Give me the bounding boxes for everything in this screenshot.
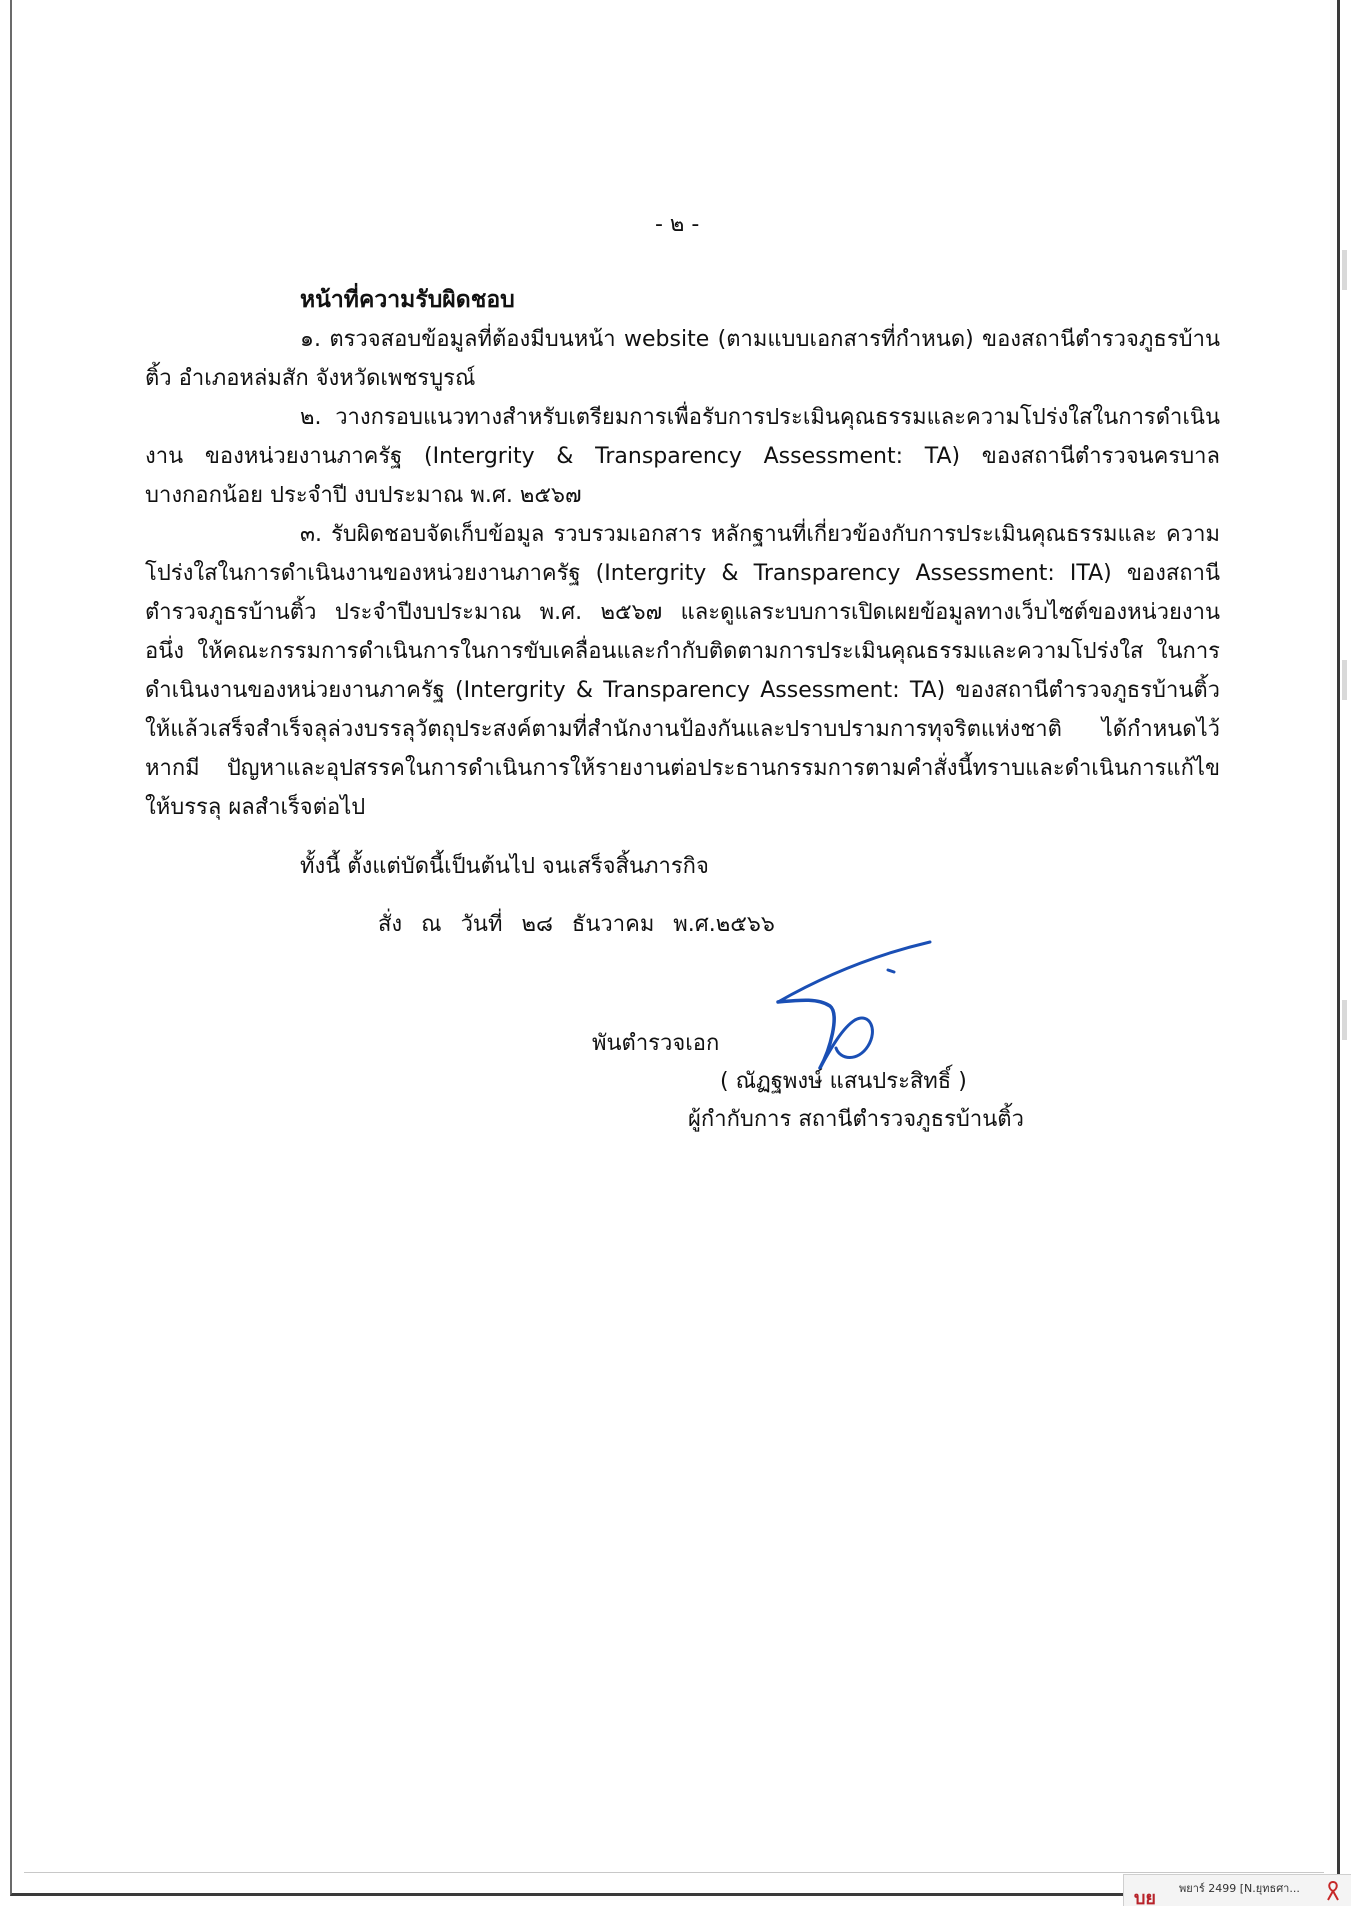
page-edge-mark — [1342, 250, 1347, 290]
order-date: สั่ง ณ วันที่ ๒๘ ธันวาคม พ.ศ.๒๕๖๖ — [378, 912, 775, 937]
duty-paragraph-3: ๓. รับผิดชอบจัดเก็บข้อมูล รวบรวมเอกสาร หลักฐานที่เกี่ยวข้องกับการประเมินคุณธรรมและ ความโปร่งใสในการดำเนินงานของหน่วยงานภาครัฐ (Intergrity & Transparency Assessment: ITA) ของสถานี ตำรวจภูธรบ้านติ้ว ประจำปีงบประมาณ พ.ศ. ๒๕๖๗ และดูแลระบบการเปิดเผยข้อมูลทางเว็บไซต์ของหน่วยงาน อนึ่ง ให้คณะกรรมการดำเนินการในการขับเคลื่อนและกำกับติดตามการประเมินคุณธรรมและความโปร่งใส ในการ ดำเนินงานของหน่วยงานภาครัฐ (Intergrity & Transparency Assessment: TA) ของสถานีตำรวจภูธรบ้านติ้ว ให้แล้วเสร็จสำเร็จลุล่วงบรรลุวัตถุประสงค์ตามที่สำนักงานป้องกันและปราบปรามการทุจริตแห่งชาติ ได้กำหนดไว้ หากมี ปัญหาและอุปสรรคในการดำเนินการให้รายงานต่อประธานกรรมการตามคำสั่งนี้ทราบและดำเนินการแก้ไขให้บรรลุ ผลสำเร็จต่อไป — [145, 522, 1220, 820]
document-page — [10, 0, 1340, 1896]
taskbar-logo: บย — [1134, 1888, 1156, 1909]
signer-name: ( ณัฏฐพงษ์ แสนประสิทธิ์ ) — [720, 1069, 967, 1094]
closing-statement: ทั้งนี้ ตั้งแต่บัดนี้เป็นต้นไป จนเสร็จสิ้นภารกิจ — [300, 854, 709, 879]
handwritten-signature — [760, 930, 940, 1080]
awareness-ribbon-icon — [1324, 1880, 1342, 1902]
page-bottom-rule — [24, 1872, 1324, 1873]
duty-paragraph-1: ๑. ตรวจสอบข้อมูลที่ต้องมีบนหน้า website (ตามแบบเอกสารที่กำหนด) ของสถานีตำรวจภูธรบ้านติ้ว อำเภอหล่มสัก จังหวัดเพชรบูรณ์ — [145, 327, 1220, 391]
taskbar-item[interactable] — [1123, 1874, 1351, 1909]
duty-paragraph-2: ๒. วางกรอบแนวทางสำหรับเตรียมการเพื่อรับการประเมินคุณธรรมและความโปร่งใสในการดำเนินงาน ของหน่วยงานภาครัฐ (Intergrity & Transparency Assessment: TA) ของสถานีตำรวจนครบาลบางกอกน้อย ประจำปี งบประมาณ พ.ศ. ๒๕๖๗ — [145, 405, 1220, 508]
taskbar-item-label: พยาร์ 2499 [N.ยุทธศา... — [1179, 1882, 1300, 1895]
signer-rank: พันตำรวจเอก — [592, 1031, 720, 1056]
section-heading: หน้าที่ความรับผิดชอบ — [300, 287, 515, 313]
signer-position: ผู้กำกับการ สถานีตำรวจภูธรบ้านติ้ว — [688, 1107, 1024, 1132]
page-edge-mark — [1342, 1000, 1347, 1040]
page-edge-mark — [1342, 660, 1347, 700]
page-number: - ๒ - — [655, 212, 700, 237]
